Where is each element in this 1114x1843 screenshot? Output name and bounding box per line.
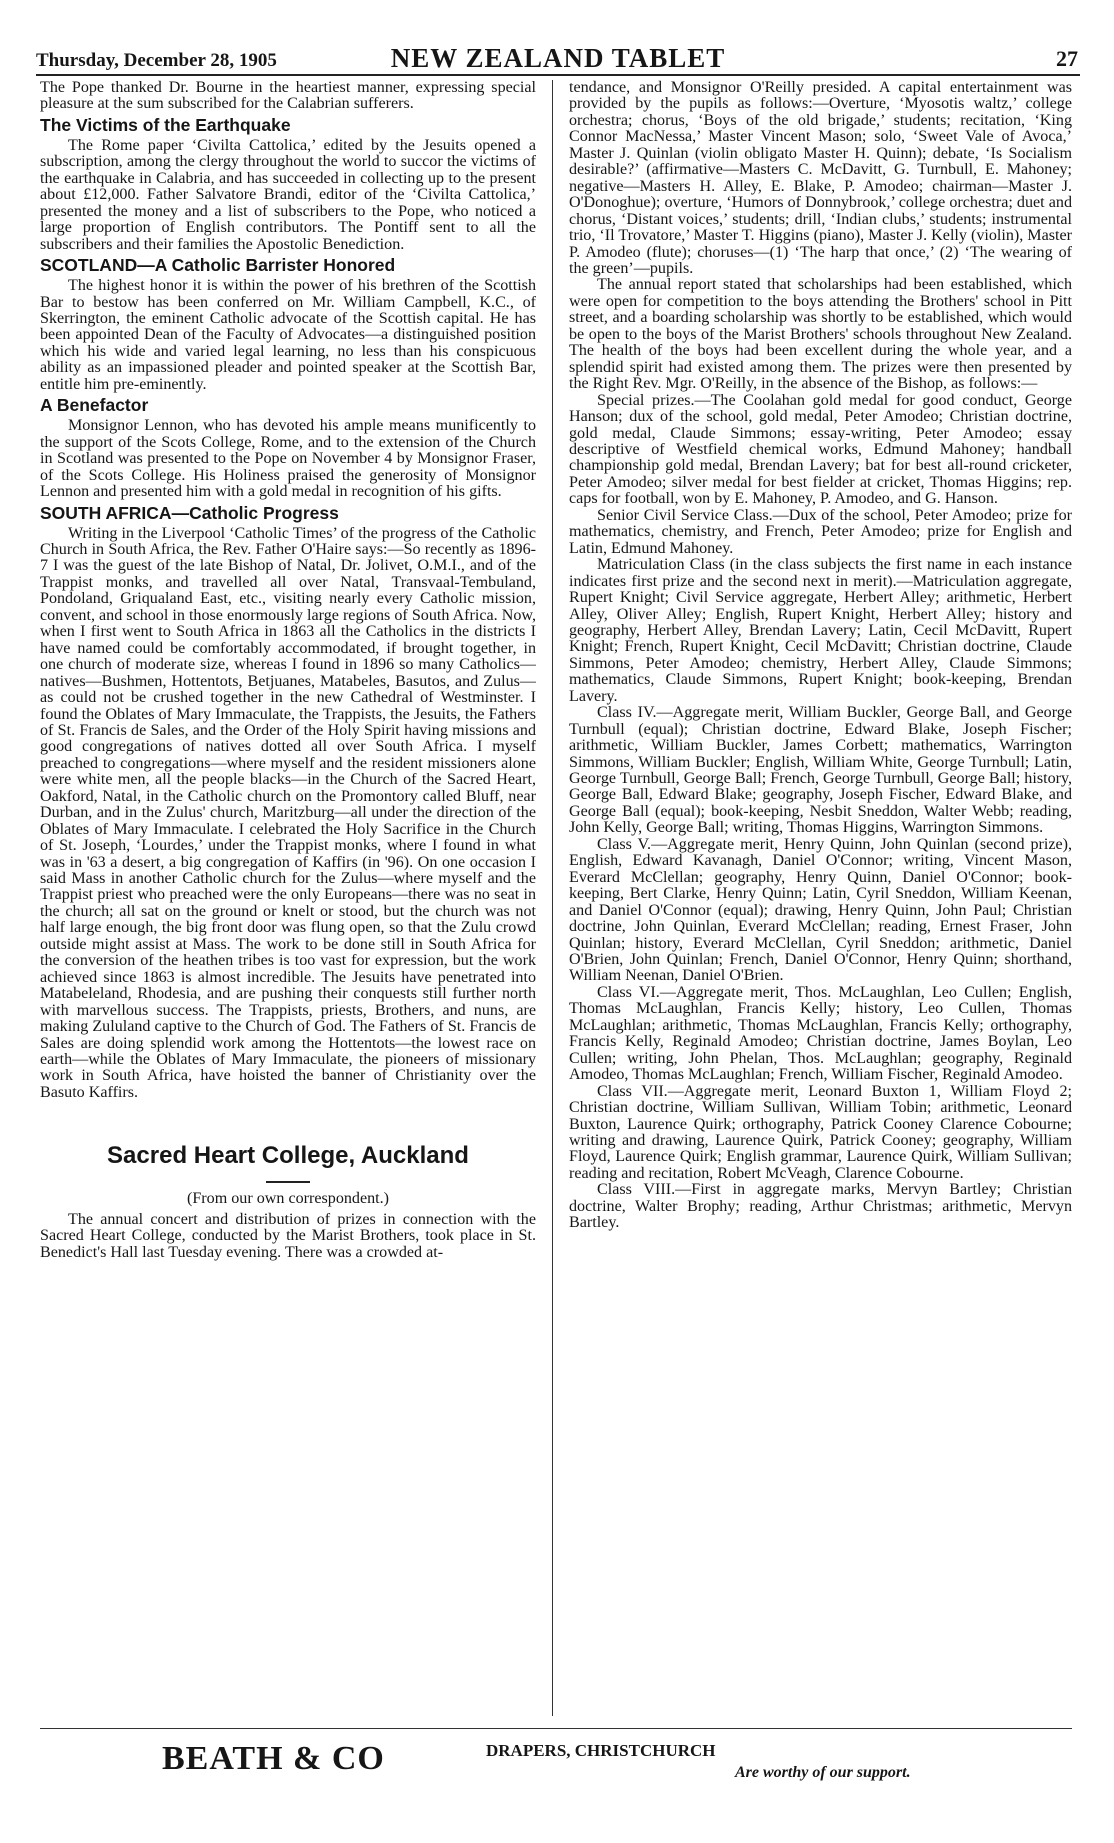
footer-rule: [40, 1728, 1072, 1729]
paragraph: The Pope thanked Dr. Bourne in the heartiest manner, expressing special pleasure at the sum subscribed for the Calabrian sufferers.: [40, 80, 536, 113]
paragraph: Monsignor Lennon, who has devoted his ample means munificently to the support of the Scots College, Rome, and to the extension of the Church in Scotland was presented to the Pope on November 4 by Monsignor Fraser, of the Scots College. His Holiness praised the generosity of Monsignor Lennon and presented him with a gold medal in recognition of his gifts.: [40, 417, 536, 501]
paragraph: The highest honor it is within the power of his brethren of the Scottish Bar to bestow has been conferred on Mr. William Campbell, K.C., of Skerrington, the eminent Catholic advocate of the Scottish capital. He has been appointed Dean of the Faculty of Advocates—a distinguished position which his wide and varied legal learning, no less than his conspicuous ability as an impassioned pleader and pointed speaker at the Scottish Bar, entitle him pre-eminently.: [40, 277, 536, 393]
paragraph: Class VI.—Aggregate merit, Thos. McLaughlan, Leo Cullen; English, Thomas McLaughlan, Francis Kelly; history, Leo Cullen, Thomas McLaughlan; arithmetic, Thomas McLaughlan, Francis Kelly; orthography, Francis Kelly, Reginald Amodeo; Christian doctrine, James Boylan, Leo Cullen; writing, John Phelan, Thos. McLaughlan; geography, Reginald Amodeo, Thomas McLaughlan; French, William Fischer, Reginald Amodeo.: [569, 983, 1072, 1084]
section-heading: The Victims of the Earthquake: [40, 114, 291, 135]
title-rule: [266, 1181, 310, 1183]
advertiser-trade: DRAPERS, CHRISTCHURCH: [486, 1741, 716, 1760]
right-column: [569, 80, 1072, 1720]
paragraph: Senior Civil Service Class.—Dux of the school, Peter Amodeo; prize for mathematics, chemistry, and French, Peter Amodeo; prize for English and Latin, Edmund Mahoney.: [569, 506, 1072, 557]
section-heading: SCOTLAND—A Catholic Barrister Honored: [40, 255, 396, 276]
section-heading: A Benefactor: [40, 395, 149, 416]
paragraph: Special prizes.—The Coolahan gold medal for good conduct, George Hanson; dux of the school, gold medal, Peter Amodeo; Christian doctrine, gold medal, Claude Simmons; essay-writing, Peter Amodeo; essay descriptive of Westfield chemical works, Edmund Mahoney; handball championship gold medal, Brendan Lavery; bat for best all-round cricketer, Peter Amodeo; silver medal for best fielder at cricket, Thomas Higgins; rep. caps for football, won by E. Mahoney, P. Amodeo, and G. Hanson.: [569, 391, 1072, 508]
advertiser-name: BEATH & CO: [162, 1740, 385, 1777]
masthead: NEW ZEALAND TABLET: [390, 43, 726, 73]
paragraph: Class IV.—Aggregate merit, William Buckler, George Ball, and George Turnbull (equal); Christian doctrine, Edward Blake, Joseph Fischer; arithmetic, William Buckler, James Corbett; mathematics, Warrington Simmons, William Buckler; English, William White, George Turnbull; Latin, George Turnbull, George Ball; French, George Turnbull, George Ball; history, George Ball, Edward Blake; geography, Joseph Fischer, Edward Blake, and George Ball (equal); book-keeping, Nesbit Sneddon, Walter Webb; reading, John Kelly, George Ball; writing, Thomas Higgins, Warrington Simmons.: [569, 704, 1072, 837]
left-column: [40, 80, 536, 1720]
correspondent-line: (From our own correspondent.): [186, 1190, 390, 1208]
paragraph: Matriculation Class (in the class subjects the first name in each instance indicates first prize and the second next in merit).—Matriculation aggregate, Rupert Knight; Civil Service aggregate, Herbert Alley; arithmetic, Herbert Alley, Oliver Alley; English, Rupert Knight, Herbert Alley; history and geography, Herbert Alley, Brendan Lavery; Latin, Cecil McDavitt, Rupert Knight; French, Rupert Knight, Cecil McDavitt; Christian doctrine, Claude Simmons, Peter Amodeo; chemistry, Herbert Alley, Claude Simmons; mathematics, Claude Simmons, Rupert Knight; book-keeping, Brendan Lavery.: [569, 556, 1072, 705]
paragraph: The annual report stated that scholarships had been established, which were open for competition to the boys attending the Brothers' school in Pitt street, and a boarding scholarship was shortly to be established, which would be open to the boys of the Marist Brothers' schools throughout New Zealand. The health of the boys had been excellent during the whole year, and a splendid spirit had existed among them. The prizes were then presented by the Right Rev. Mgr. O'Reilly, in the absence of the Bishop, as follows:—: [569, 276, 1072, 393]
paragraph: Class VIII.—First in aggregate marks, Mervyn Bartley; Christian doctrine, Walter Brophy; reading, Arthur Christmas; arithmetic, Mervyn Bartley.: [569, 1181, 1072, 1232]
column-divider: [552, 80, 553, 1716]
paragraph: Writing in the Liverpool ‘Catholic Times’ of the progress of the Catholic Church in South Africa, the Rev. Father O'Haire says:—So recently as 1896-7 I was the guest of the late Bishop of Natal, Dr. Jolivet, O.M.I., and of the Trappist monks, and travelled all over Natal, Transvaal-Tembuland, Pondoland, Griqualand East, etc., visiting nearly every Catholic mission, convent, and school in those enormously large regions of South Africa. Now, when I first went to South Africa in 1863 all the Catholics in the districts I have named could be comfortably accommodated, if brought together, in one church of moderate size, whereas I found in 1896 so many Catholics—natives—Bushmen, Hottentots, Betjuanes, Matabeles, Basutos, and Zulus—as could not be crushed together in the new Cathedral of Westminster. I found the Oblates of Mary Immaculate, the Trappists, the Jesuits, the Fathers of St. Francis de Sales, and the Order of the Holy Spirit having missions and good congregations of natives dotted all over South Africa. I myself preached to congregations—where myself and the resident missioners alone were white men, all the people blacks—in the Church of the Sacred Heart, Oakford, Natal, in the Catholic church on the Promontory called Bluff, near Durban, and in the Zulus' church, Maritzburg—all under the direction of the Oblates of Mary Immaculate. I celebrated the Holy Sacrifice in the Church of St. Joseph, ‘Lourdes,’ under the Trappist monks, where I found in what was in '63 a desert, a big congregation of Kaffirs (in '96). On one occasion I said Mass in another Catholic church for the Zulus—where myself and the Trappist priest who preached were the only Europeans—there was no seat in the church; all sat on the ground or knelt or stood, but the church was not half large enough, the big front door was flung open, so that the Zulu crowd outside might assist at Mass. The work to be done still in South Africa for the conversion of the heathen tribes is too vast for expression, but the work achieved since 1863 is almost incredible. The Jesuits have penetrated into Matabeleland, Rhodesia, and are pushing their conquests still further north with marvellous success. The Trappists, priests, Brothers, and nuns, are making Zululand captive to the Church of God. The Fathers of St. Francis de Sales are doing splendid work among the Hottentots—the lowest race on earth—while the Oblates of Mary Immaculate, the pioneers of missionary work in South Africa, have hoisted the banner of Christianity over the Basuto Kaffirs.: [40, 524, 536, 1101]
paragraph: tendance, and Monsignor O'Reilly presided. A capital entertainment was provided by the pupils as follows:—Overture, ‘Myosotis waltz,’ college orchestra; chorus, ‘Boys of the old brigade,’ students; recitation, ‘King Connor MacNessa,’ Master Vincent Mason; solo, ‘Sweet Vale of Avoca,’ Master J. Quinlan (violin obligato Master H. Quinn); debate, ‘Is Socialism desirable?’ (affirmative—Masters C. McDavitt, G. Turnbull, E. Mahoney; negative—Masters H. Alley, E. Blake, P. Amodeo; chairman—Master J. O'Donoghue); overture, ‘Humors of Donnybrook,’ college orchestra; duet and chorus, ‘Distant voices,’ students; drill, ‘Indian clubs,’ students; instrumental trio, ‘Il Trovatore,’ Master T. Higgins (piano), Master J. Kelly (violin), Master P. Amodeo (flute); choruses—(1) ‘The harp that once,’ (2) ‘The wearing of the green’—pupils.: [569, 80, 1072, 277]
advertiser-slogan: Are worthy of our support.: [735, 1764, 911, 1781]
paragraph: The Rome paper ‘Civilta Cattolica,’ edited by the Jesuits opened a subscription, among the clergy throughout the world to succor the victims of the earthquake in Calabria, and has succeeded in collecting up to the present about £12,000. Father Salvatore Brandi, editor of the ‘Civilta Cattolica,’ presented the money and a list of subscribers to the Pope, who noticed a large proportion of English contributors. The Pontiff sent to all the subscribers and their families the Apostolic Benediction.: [40, 136, 536, 253]
paragraph: Class V.—Aggregate merit, Henry Quinn, John Quinlan (second prize), English, Edward Kavanagh, Daniel O'Connor; writing, Vincent Mason, Everard McClellan; geography, Henry Quinn, Daniel O'Connor; book-keeping, Bert Clarke, Henry Quinn; Latin, Cyril Sneddon, William Keenan, and Daniel O'Connor (equal); drawing, Henry Quinn, John Paul; Christian doctrine, John Quinlan, Everard McClellan; reading, Ernest Fraser, John Quinlan; history, Everard McClellan, Cyril Sneddon; arithmetic, Daniel O'Brien, John Quinlan; French, Daniel O'Connor, Henry Quinn; shorthand, William Neenan, Daniel O'Brien.: [569, 835, 1072, 985]
page-number: 27: [1056, 46, 1078, 71]
running-header: [36, 44, 1080, 76]
paragraph: The annual concert and distribution of prizes in connection with the Sacred Heart College, conducted by the Marist Brothers, took place in St. Benedict's Hall last Tuesday evening. There was a crowded at-: [40, 1210, 536, 1261]
section-heading: SOUTH AFRICA—Catholic Progress: [40, 502, 339, 523]
article-title: Sacred Heart College, Auckland: [107, 1142, 469, 1170]
issue-date: Thursday, December 28, 1905: [36, 50, 277, 71]
paragraph: Class VII.—Aggregate merit, Leonard Buxton 1, William Floyd 2; Christian doctrine, William Sullivan, William Tobin; arithmetic, Leonard Buxton, Laurence Quirk; orthography, Patrick Cooney Clarence Cobourne; writing and drawing, Laurence Quirk, Patrick Cooney; geography, William Floyd, Laurence Quirk; English grammar, Laurence Quirk, William Sullivan; reading and recitation, Robert McVeagh, Clarence Cobourne.: [569, 1082, 1072, 1182]
